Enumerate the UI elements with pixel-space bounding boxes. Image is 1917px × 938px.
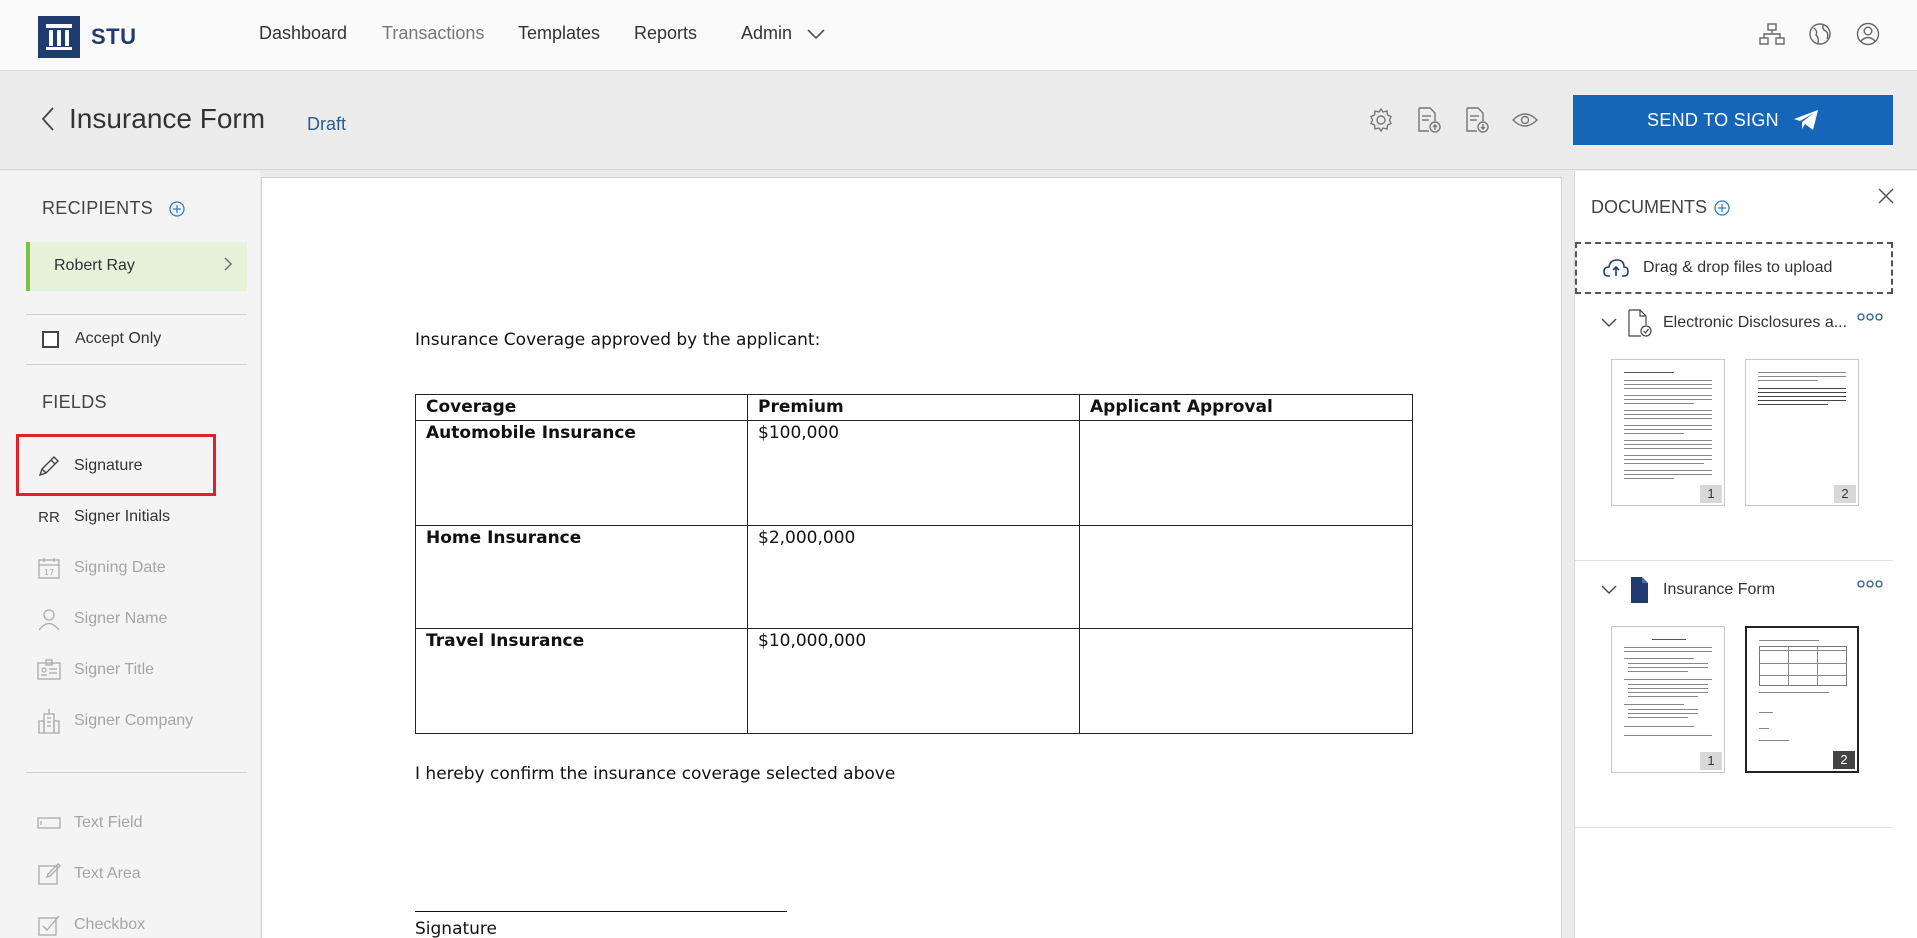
field-text-field[interactable] <box>36 810 142 836</box>
table-header-approval: Applicant Approval <box>1080 395 1413 421</box>
table-cell: $2,000,000 <box>748 526 1080 629</box>
text-field-icon <box>36 810 62 836</box>
documents-panel <box>1574 171 1917 938</box>
field-checkbox-label: Checkbox <box>74 916 146 933</box>
close-icon[interactable] <box>1877 187 1895 205</box>
confirmation-text: I hereby confirm the insurance coverage selected above <box>415 764 896 784</box>
document-item <box>1575 295 1893 561</box>
add-document-icon[interactable] <box>1714 200 1730 216</box>
pencil-icon <box>36 453 62 479</box>
table-cell: Travel Insurance <box>416 629 748 734</box>
recipients-section <box>42 198 185 219</box>
field-signer-title[interactable] <box>36 657 154 683</box>
building-logo-icon <box>38 16 80 58</box>
send-to-sign-label: SEND TO SIGN <box>1647 109 1779 130</box>
field-text-area[interactable] <box>36 861 141 887</box>
field-signing-date-label: Signing Date <box>74 559 166 576</box>
chevron-down-icon[interactable] <box>1601 585 1617 595</box>
field-signer-name[interactable] <box>36 606 167 632</box>
field-signature[interactable] <box>36 453 143 479</box>
documents-title: DOCUMENTS <box>1591 197 1707 217</box>
field-signer-company[interactable] <box>36 708 193 734</box>
page-number: 2 <box>1833 751 1855 769</box>
field-signature-label: Signature <box>74 457 143 474</box>
page-number: 1 <box>1700 485 1722 503</box>
fields-title: FIELDS <box>42 392 107 412</box>
field-signing-date[interactable] <box>36 555 166 581</box>
nav-reports[interactable]: Reports <box>634 23 698 43</box>
table-cell: Home Insurance <box>416 526 748 629</box>
document-item-header[interactable] <box>1601 309 1847 337</box>
send-to-sign-button[interactable] <box>1573 95 1893 145</box>
top-navigation <box>0 0 1917 71</box>
document-icon <box>1627 576 1653 604</box>
table-cell: $10,000,000 <box>748 629 1080 734</box>
back-chevron-icon[interactable] <box>40 106 56 137</box>
field-checkbox[interactable] <box>36 912 145 938</box>
more-options-icon[interactable] <box>1857 580 1883 588</box>
svg-text:17: 17 <box>44 568 55 577</box>
page-thumbnail[interactable] <box>1611 626 1725 773</box>
chevron-down-icon <box>806 28 826 40</box>
document-heading: Insurance Coverage approved by the applicant: <box>415 330 821 350</box>
nav-admin-label: Admin <box>741 23 793 43</box>
document-item-header[interactable] <box>1601 576 1775 604</box>
document-item <box>1575 562 1893 828</box>
settings-gear-icon[interactable] <box>1368 106 1394 134</box>
accept-only-option[interactable] <box>42 330 161 348</box>
field-signer-name-label: Signer Name <box>74 610 168 627</box>
divider <box>26 314 247 315</box>
page-thumbnail-selected[interactable] <box>1745 626 1859 773</box>
table-cell: $100,000 <box>748 421 1080 526</box>
nav-transactions[interactable]: Transactions <box>382 23 485 43</box>
divider <box>26 772 247 773</box>
chevron-right-icon <box>223 256 233 272</box>
document-page[interactable] <box>261 177 1562 938</box>
documents-header <box>1591 197 1730 218</box>
checkbox-icon <box>36 912 62 938</box>
initials-icon: RR <box>38 508 60 526</box>
field-signer-title-label: Signer Title <box>74 661 155 678</box>
page-title: Insurance Form <box>69 103 266 134</box>
coverage-table <box>415 394 1413 734</box>
download-document-icon[interactable] <box>1464 106 1490 134</box>
building-icon <box>36 708 62 734</box>
page-number: 2 <box>1834 485 1856 503</box>
nav-admin[interactable] <box>741 23 826 44</box>
calendar-icon <box>36 555 62 581</box>
nav-templates[interactable]: Templates <box>518 23 601 43</box>
signature-line <box>415 911 787 912</box>
chevron-down-icon[interactable] <box>1601 318 1617 328</box>
page-number: 1 <box>1700 752 1722 770</box>
text-area-icon <box>36 861 62 887</box>
brand-name: STU <box>91 24 137 49</box>
dropzone-label: Drag & drop files to upload <box>1643 259 1833 276</box>
document-header <box>0 72 1917 170</box>
table-cell: Automobile Insurance <box>416 421 748 526</box>
accept-only-label: Accept Only <box>75 330 162 347</box>
more-options-icon[interactable] <box>1857 313 1883 321</box>
table-header-coverage: Coverage <box>416 395 748 421</box>
signature-caption: Signature <box>415 919 498 938</box>
table-cell[interactable] <box>1080 421 1413 526</box>
table-cell[interactable] <box>1080 629 1413 734</box>
table-cell[interactable] <box>1080 526 1413 629</box>
document-name: Insurance Form <box>1663 581 1776 598</box>
field-signer-initials[interactable] <box>36 504 170 530</box>
document-canvas <box>261 171 1573 938</box>
left-panel <box>0 171 260 938</box>
field-signer-company-label: Signer Company <box>74 712 194 729</box>
status-badge: Draft <box>307 114 347 134</box>
field-signer-initials-label: Signer Initials <box>74 508 171 525</box>
globe-icon[interactable] <box>1807 21 1833 47</box>
upload-document-icon[interactable] <box>1416 106 1442 134</box>
divider <box>26 364 247 365</box>
document-check-icon <box>1627 309 1653 337</box>
table-header-premium: Premium <box>748 395 1080 421</box>
recipients-title: RECIPIENTS <box>42 198 154 218</box>
document-tools <box>1368 106 1538 134</box>
field-text-field-label: Text Field <box>74 814 143 831</box>
page-thumbnail[interactable] <box>1745 359 1859 506</box>
id-card-icon <box>36 657 62 683</box>
page-thumbnail[interactable] <box>1611 359 1725 506</box>
accept-only-checkbox[interactable] <box>42 331 59 348</box>
paper-plane-icon <box>1793 109 1819 131</box>
brand-logo[interactable] <box>38 16 137 58</box>
recipient-name: Robert Ray <box>54 257 135 274</box>
upload-dropzone[interactable] <box>1575 242 1893 294</box>
person-icon <box>36 606 62 632</box>
table-row <box>416 526 1413 629</box>
table-header-row <box>416 395 1413 421</box>
nav-dashboard[interactable]: Dashboard <box>259 23 348 43</box>
field-text-area-label: Text Area <box>74 865 141 882</box>
preview-eye-icon[interactable] <box>1512 106 1538 134</box>
add-recipient-icon[interactable] <box>169 201 185 217</box>
nav-icon-group <box>1759 21 1881 47</box>
org-chart-icon[interactable] <box>1759 21 1785 47</box>
table-row <box>416 629 1413 734</box>
document-name: Electronic Disclosures a... <box>1663 314 1848 331</box>
user-profile-icon[interactable] <box>1855 21 1881 47</box>
recipient-item[interactable] <box>26 242 247 291</box>
cloud-upload-icon <box>1603 258 1629 278</box>
table-row <box>416 421 1413 526</box>
